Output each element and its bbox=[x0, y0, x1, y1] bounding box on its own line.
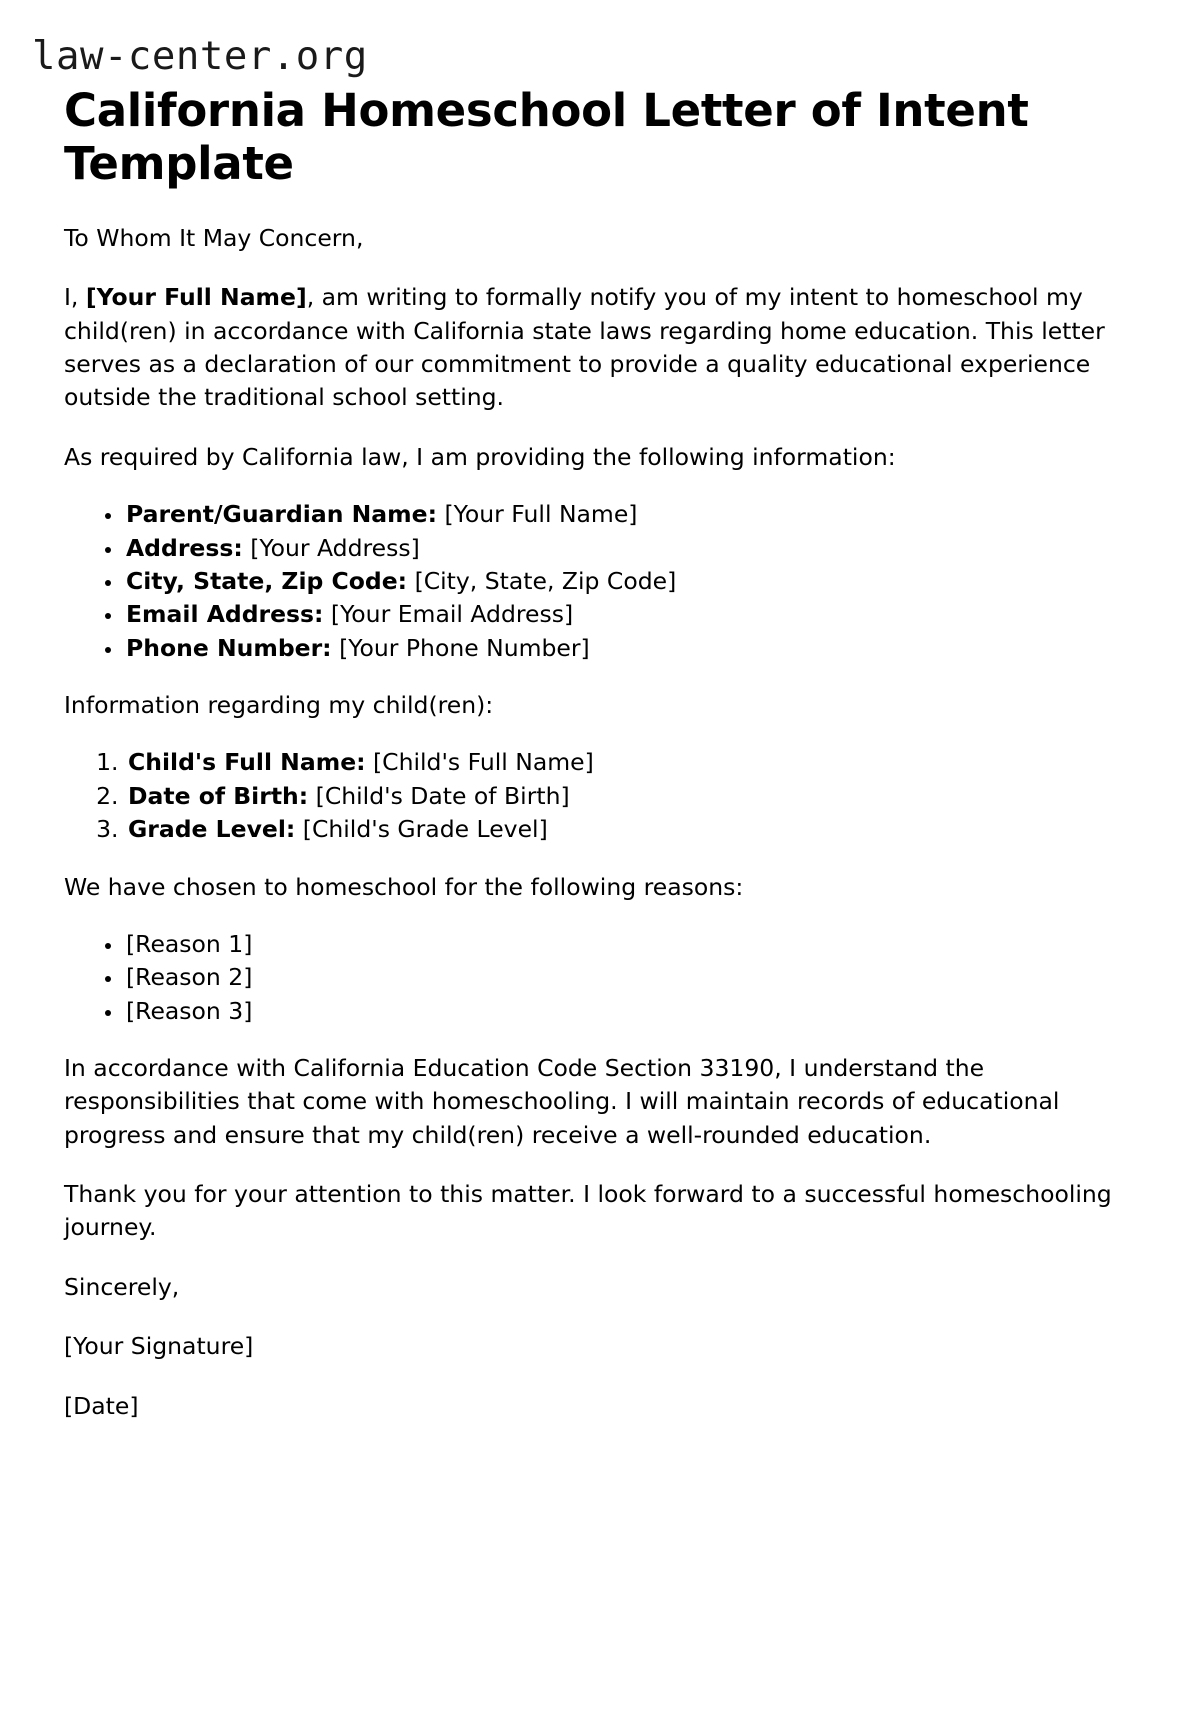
list-item bbox=[124, 567, 1112, 596]
sign-off: Sincerely, bbox=[64, 1272, 180, 1301]
closing-paragraph: Thank you for your attention to this matter. I look forward to a successful homeschooling journey. bbox=[64, 1180, 1112, 1242]
list-item bbox=[126, 782, 1112, 811]
list-item bbox=[124, 600, 1112, 629]
list-item: • [Reason 2] bbox=[124, 963, 1112, 992]
parent-info-label: Phone Number: bbox=[126, 633, 332, 662]
parent-info-label: Parent/Guardian Name: bbox=[126, 500, 437, 529]
child-info-list bbox=[64, 748, 1112, 844]
list-item: • [Reason 1] bbox=[124, 930, 1112, 959]
list-item bbox=[126, 815, 1112, 844]
child-info-label: Date of Birth: bbox=[128, 781, 309, 810]
salutation: To Whom It May Concern, bbox=[64, 224, 364, 252]
child-info-label: Grade Level: bbox=[128, 815, 296, 844]
parent-info-value: [Your Email Address] bbox=[330, 600, 574, 629]
date-placeholder: [Date] bbox=[64, 1391, 139, 1420]
reasons-list bbox=[64, 930, 1112, 1026]
child-info-lead: Information regarding my child(ren): bbox=[64, 691, 494, 720]
parent-info-label: Address: bbox=[126, 533, 243, 562]
parent-info-value: [City, State, Zip Code] bbox=[414, 566, 677, 595]
child-info-label: Child's Full Name: bbox=[128, 748, 366, 777]
list-item bbox=[124, 534, 1112, 563]
parent-info-label: Email Address: bbox=[126, 600, 324, 629]
bottom-spacer bbox=[64, 1449, 1112, 1729]
intro-prefix: I, bbox=[64, 283, 86, 312]
intro-rest: , am writing to formally notify you of my intent to homeschool my child(ren) in accordance with California state laws regarding home education. This letter serves as a declaration of our commitment to provide a quality educational experience outside the traditional school setting. bbox=[64, 283, 1105, 412]
parent-info-value: [Your Phone Number] bbox=[339, 633, 590, 662]
parent-info-value: [Your Full Name] bbox=[444, 500, 638, 529]
list-item bbox=[126, 748, 1112, 777]
reasons-lead: We have chosen to homeschool for the following reasons: bbox=[64, 872, 744, 901]
list-item: • [Reason 3] bbox=[124, 997, 1112, 1026]
signature-placeholder: [Your Signature] bbox=[64, 1332, 254, 1361]
list-item bbox=[124, 634, 1112, 663]
document-body bbox=[64, 222, 1112, 1729]
required-info-lead: As required by California law, I am providing the following information: bbox=[64, 442, 896, 471]
parent-info-value: [Your Address] bbox=[250, 533, 420, 562]
parent-info-list bbox=[64, 500, 1112, 663]
list-item bbox=[124, 500, 1112, 529]
page-title: California Homeschool Letter of Intent Template bbox=[64, 84, 1029, 191]
compliance-paragraph: In accordance with California Education Code Section 33190, I understand the responsibilities that come with homeschooling. I will maintain records of educational progress and ensure that my child(ren) receive a well-rounded education. bbox=[64, 1054, 1060, 1149]
child-info-value: [Child's Grade Level] bbox=[302, 815, 548, 844]
site-watermark: law-center.org bbox=[32, 34, 368, 79]
intro-name-placeholder: [Your Full Name] bbox=[85, 283, 307, 312]
parent-info-label: City, State, Zip Code: bbox=[126, 566, 408, 595]
child-info-value: [Child's Date of Birth] bbox=[315, 781, 570, 810]
intro-paragraph bbox=[64, 281, 1112, 414]
child-info-value: [Child's Full Name] bbox=[373, 748, 594, 777]
